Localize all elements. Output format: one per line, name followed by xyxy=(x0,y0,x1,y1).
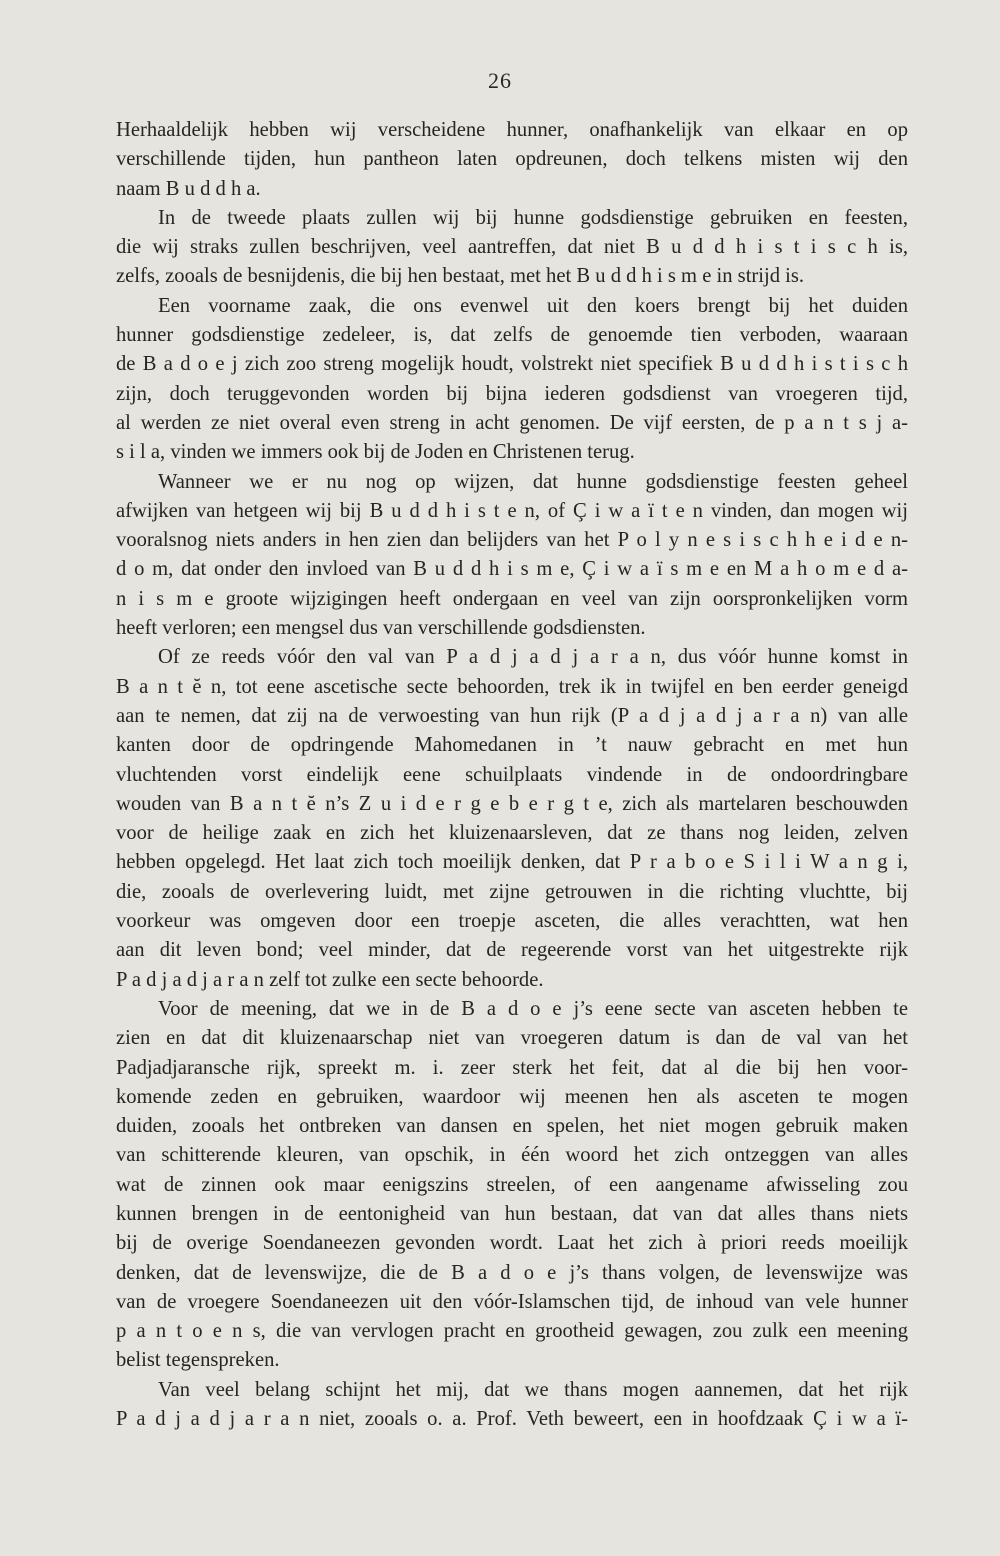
text-line: zijn, doch teruggevonden worden bij bijna iederen godsdienst van vroegeren tijd, xyxy=(116,382,908,405)
text-line: al werden ze niet overal even streng in acht genomen. De vijf eersten, de p a n t s j a- xyxy=(116,411,908,434)
text-line: wouden van B a n t ĕ n’s Z u i d e r g e b e r g t e, zich als martelaren beschouwden xyxy=(116,792,908,815)
text-line: zien en dat dit kluizenaarschap niet van vroegeren datum is dan de val van het xyxy=(116,1027,908,1050)
text-line: hebben opgelegd. Het laat zich toch moeilijk denken, dat P r a b o e S i l i W a n g i, xyxy=(116,851,908,874)
text-line: p a n t o e n s, die van vervlogen pracht en grootheid gewagen, zou zulk een meening xyxy=(116,1320,908,1343)
text-line: vooralsnog niets anders in hen zien dan belijders van het P o l y n e s i s c h h e i d e n- xyxy=(116,529,908,552)
text-line: verschillende tijden, hun pantheon laten opdreunen, doch telkens misten wij den xyxy=(116,148,908,171)
text-line: Een voorname zaak, die ons evenwel uit den koers brengt bij het duiden xyxy=(158,294,908,317)
body-text xyxy=(116,116,908,1434)
text-line: voorkeur was omgeven door een troepje asceten, die alles verachtten, wat hen xyxy=(116,910,908,933)
text-line: hunner godsdienstige zedeleer, is, dat zelfs de genoemde tien verboden, waaraan xyxy=(116,324,908,347)
text-line: afwijken van hetgeen wij bij B u d d h i s t e n, of Ç i w a ï t e n vinden, dan mogen wij xyxy=(116,499,908,522)
text-line: heeft verloren; een mengsel dus van verschillende godsdiensten. xyxy=(116,617,646,640)
text-line: van de vroegere Soendaneezen uit den vóór-Islamschen tijd, de inhoud van vele hunner xyxy=(116,1290,908,1313)
text-line: P a d j a d j a r a n niet, zooals o. a. Prof. Veth beweert, een in hoofdzaak Ç i w a ï- xyxy=(116,1408,908,1431)
text-line: aan dit leven bond; veel minder, dat de regeerende vorst van het uitgestrekte rijk xyxy=(116,939,908,962)
text-line: Padjadjaransche rijk, spreekt m. i. zeer sterk het feit, dat al die bij hen voor- xyxy=(116,1056,908,1079)
text-line: aan te nemen, dat zij na de verwoesting van hun rijk (P a d j a d j a r a n) van alle xyxy=(116,704,908,727)
text-line: wat de zinnen ook maar eenigszins streelen, of een aangename afwisseling zou xyxy=(116,1173,908,1196)
text-line: Wanneer we er nu nog op wijzen, dat hunne godsdienstige feesten geheel xyxy=(158,470,908,493)
text-line: duiden, zooals het ontbreken van dansen en spelen, het niet mogen gebruik maken xyxy=(116,1115,908,1138)
text-line: zelfs, zooals de besnijdenis, die bij hen bestaat, met het B u d d h i s m e in strijd is. xyxy=(116,265,805,288)
text-line: Herhaaldelijk hebben wij verscheidene hunner, onafhankelijk van elkaar en op xyxy=(116,119,908,141)
text-line: Of ze reeds vóór den val van P a d j a d j a r a n, dus vóór hunne komst in xyxy=(158,646,908,669)
text-line: die wij straks zullen beschrijven, veel aantreffen, dat niet B u d d h i s t i s c h is, xyxy=(116,236,908,259)
text-line: P a d j a d j a r a n zelf tot zulke een secte behoorde. xyxy=(116,968,544,991)
text-line: belist tegenspreken. xyxy=(116,1349,280,1372)
text-line: In de tweede plaats zullen wij bij hunne godsdienstige gebruiken en feesten, xyxy=(158,206,908,229)
text-line: de B a d o e j zich zoo streng mogelijk houdt, volstrekt niet specifiek B u d d h i s t i s c h xyxy=(116,353,908,376)
text-line: bij de overige Soendaneezen gevonden wordt. Laat het zich à priori reeds moeilijk xyxy=(116,1232,908,1255)
text-line: van schitterende kleuren, van opschik, in één woord het zich ontzeggen van alles xyxy=(116,1144,908,1167)
text-line: n i s m e groote wijzigingen heeft ondergaan en veel van zijn oorspronkelijken vorm xyxy=(116,587,908,610)
text-line: naam B u d d h a. xyxy=(116,177,261,200)
text-line: komende zeden en gebruiken, waardoor wij meenen hen als asceten te mogen xyxy=(116,1085,908,1108)
text-line: Van veel belang schijnt het mij, dat we thans mogen aannemen, dat het rijk xyxy=(158,1378,908,1401)
text-line: kanten door de opdringende Mahomedanen in ’t nauw gebracht en met hun xyxy=(116,734,908,757)
text-line: d o m, dat onder den invloed van B u d d h i s m e, Ç i w a ï s m e en M a h o m e d a- xyxy=(116,558,908,581)
text-line: B a n t ĕ n, tot eene ascetische secte behoorden, trek ik in twijfel en ben eerder geneigd xyxy=(116,675,908,698)
text-line: Voor de meening, dat we in de B a d o e j’s eene secte van asceten hebben te xyxy=(158,997,908,1020)
text-line: die, zooals de overlevering luidt, met zijne getrouwen in die richting vluchtte, bij xyxy=(116,880,908,903)
text-line: voor de heilige zaak en zich het kluizenaarsleven, dat ze thans nog leiden, zelven xyxy=(116,822,908,845)
text-line: kunnen brengen in de eentonigheid van hun bestaan, dat van dat alles thans niets xyxy=(116,1202,908,1225)
text-line: vluchtenden vorst eindelijk eene schuilplaats vindende in de ondoordringbare xyxy=(116,763,908,786)
text-line: denken, dat de levenswijze, die de B a d o e j’s thans volgen, de levenswijze was xyxy=(116,1261,908,1284)
page-number: 26 xyxy=(488,68,512,93)
text-line: s i l a, vinden we immers ook bij de Joden en Christenen terug. xyxy=(116,441,635,464)
